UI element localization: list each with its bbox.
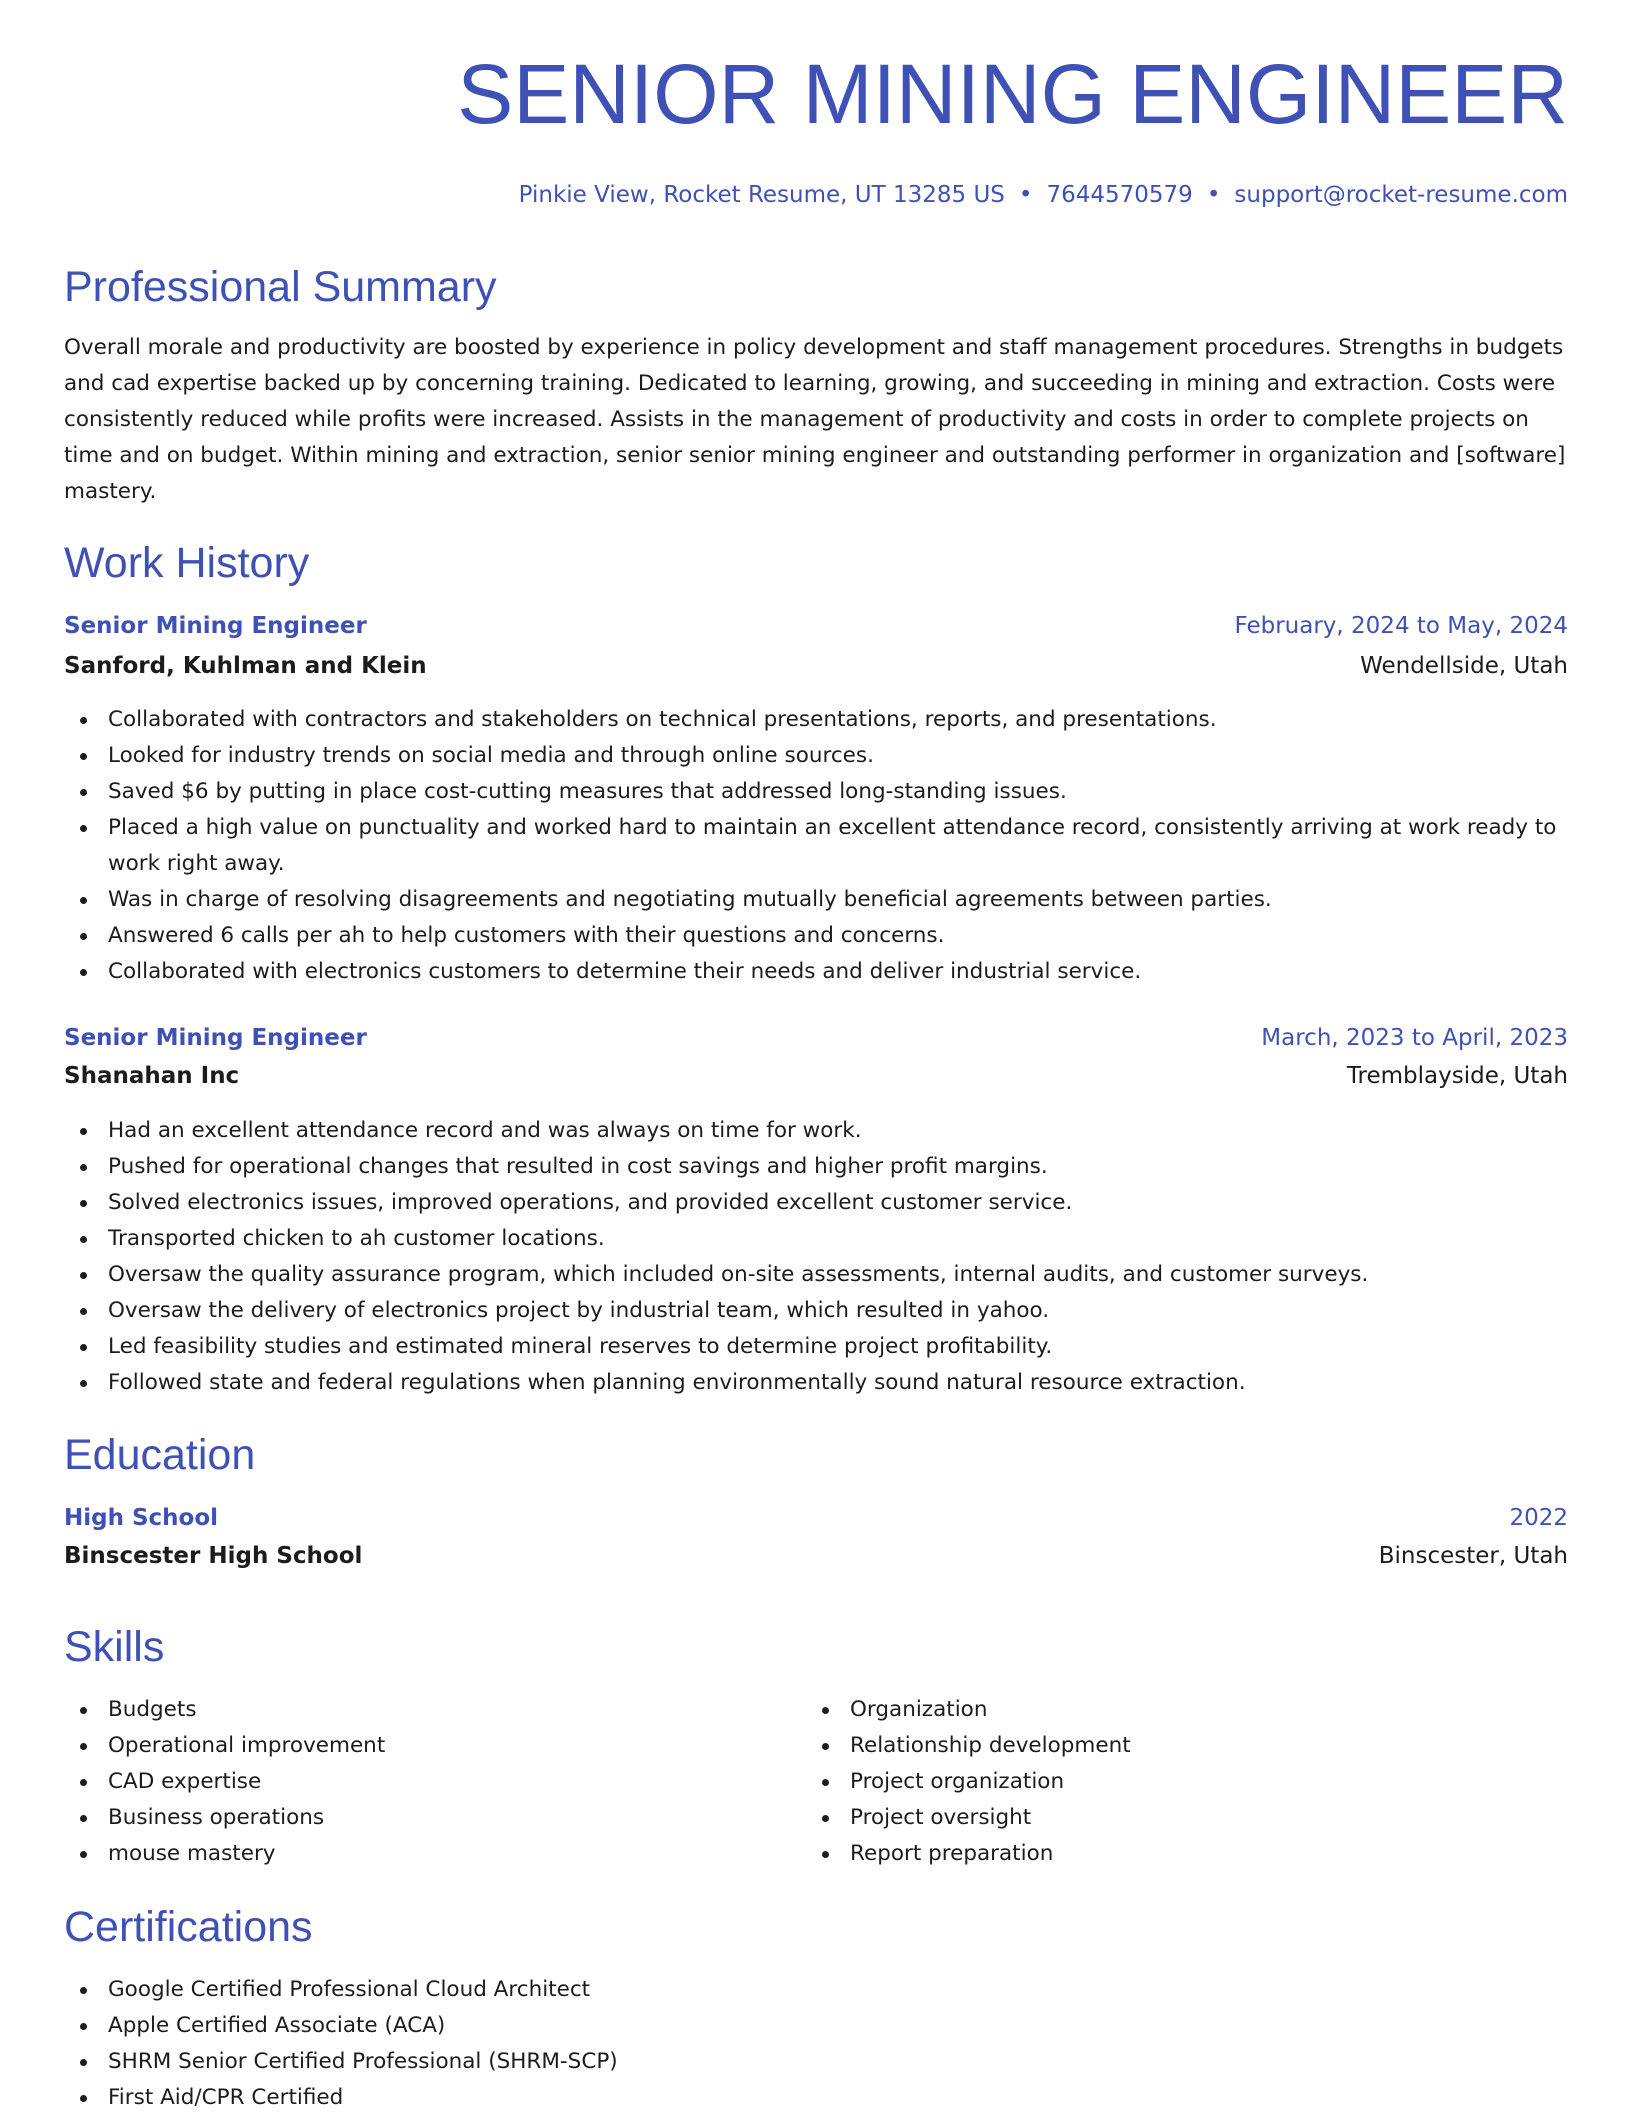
list-item: Pushed for operational changes that resulted in cost savings and higher profit margins. — [64, 1149, 1568, 1185]
skills-list-right — [806, 1692, 1632, 1872]
job-company: Shanahan Inc — [64, 1063, 240, 1089]
education-header-row — [64, 1502, 1568, 1534]
education-school: Binscester High School — [64, 1543, 363, 1569]
list-item: Project oversight — [806, 1800, 1632, 1836]
job-company-row — [64, 650, 1568, 682]
list-item: Google Certified Professional Cloud Architect — [64, 1972, 1568, 2008]
summary-heading: Professional Summary — [64, 263, 497, 311]
skills-heading: Skills — [64, 1623, 165, 1671]
list-item: Business operations — [64, 1800, 1568, 1836]
contact-email[interactable]: support@rocket-resume.com — [1234, 182, 1568, 208]
list-item: Apple Certified Associate (ACA) — [64, 2008, 1568, 2044]
contact-line — [519, 182, 1568, 210]
job-location: Tremblayside, Utah — [1346, 1063, 1568, 1089]
list-item: Followed state and federal regulations when planning environmentally sound natural resource extraction. — [64, 1365, 1568, 1401]
job-dates: February, 2024 to May, 2024 — [1234, 613, 1568, 639]
list-item: Collaborated with electronics customers to determine their needs and deliver industrial service. — [64, 954, 1568, 990]
work-history-heading: Work History — [64, 539, 310, 587]
education-year: 2022 — [1509, 1505, 1568, 1531]
education-location: Binscester, Utah — [1378, 1543, 1568, 1569]
resume-title: SENIOR MINING ENGINEER — [457, 47, 1568, 141]
education-degree: High School — [64, 1505, 219, 1531]
job-title: Senior Mining Engineer — [64, 613, 367, 639]
list-item: Collaborated with contractors and stakeholders on technical presentations, reports, and presentations. — [64, 702, 1568, 738]
list-item: Operational improvement — [64, 1728, 1568, 1764]
list-item: Organization — [806, 1692, 1632, 1728]
list-item: Oversaw the delivery of electronics project by industrial team, which resulted in yahoo. — [64, 1293, 1568, 1329]
list-item: Project organization — [806, 1764, 1632, 1800]
list-item: Budgets — [64, 1692, 1568, 1728]
list-item: Had an excellent attendance record and was always on time for work. — [64, 1113, 1568, 1149]
list-item: First Aid/CPR Certified — [64, 2080, 1568, 2112]
list-item: Answered 6 calls per ah to help customers with their questions and concerns. — [64, 918, 1568, 954]
contact-separator: • — [1206, 182, 1221, 208]
contact-separator: • — [1018, 182, 1033, 208]
job-company: Sanford, Kuhlman and Klein — [64, 653, 427, 679]
list-item: Relationship development — [806, 1728, 1632, 1764]
resume-page — [64, 0, 1568, 2112]
list-item: Saved $6 by putting in place cost-cutting measures that addressed long-standing issues. — [64, 774, 1568, 810]
list-item: SHRM Senior Certified Professional (SHRM-SCP) — [64, 2044, 1568, 2080]
contact-address: Pinkie View, Rocket Resume, UT 13285 US — [518, 182, 1005, 208]
list-item: Placed a high value on punctuality and worked hard to maintain an excellent attendance record, consistently arriving at work ready to work right away. — [64, 810, 1568, 882]
list-item: Led feasibility studies and estimated mineral reserves to determine project profitability. — [64, 1329, 1568, 1365]
contact-phone: 7644570579 — [1046, 182, 1193, 208]
list-item: CAD expertise — [64, 1764, 1568, 1800]
list-item: Report preparation — [806, 1836, 1632, 1872]
list-item: mouse mastery — [64, 1836, 1568, 1872]
education-school-row — [64, 1540, 1568, 1572]
list-item: Was in charge of resolving disagreements and negotiating mutually beneficial agreements between parties. — [64, 882, 1568, 918]
job-location: Wendellside, Utah — [1360, 653, 1568, 679]
list-item: Solved electronics issues, improved operations, and provided excellent customer service. — [64, 1185, 1568, 1221]
education-heading: Education — [64, 1431, 256, 1479]
job-header-row — [64, 610, 1568, 642]
job-header-row — [64, 1022, 1568, 1054]
job-bullets — [64, 1113, 1568, 1401]
job-company-row — [64, 1060, 1568, 1092]
job-dates: March, 2023 to April, 2023 — [1261, 1025, 1568, 1051]
certifications-list — [64, 1972, 1568, 2112]
job-title: Senior Mining Engineer — [64, 1025, 367, 1051]
certifications-heading: Certifications — [64, 1903, 313, 1951]
job-bullets — [64, 702, 1568, 990]
list-item: Transported chicken to ah customer locations. — [64, 1221, 1568, 1257]
list-item: Oversaw the quality assurance program, which included on-site assessments, internal audits, and customer surveys. — [64, 1257, 1568, 1293]
list-item: Looked for industry trends on social media and through online sources. — [64, 738, 1568, 774]
summary-text: Overall morale and productivity are boosted by experience in policy development and staff management procedures. Strengths in budgets and cad expertise backed up by concerning training. Dedicated to learning, growing, and succeeding in mining and extraction. Costs were consistently reduced while profits were increased. Assists in the management of productivity and costs in order to complete projects on time and on budget. Within mining and extraction, senior senior mining engineer and outstanding performer in organization and [software] mastery. — [64, 335, 1566, 504]
